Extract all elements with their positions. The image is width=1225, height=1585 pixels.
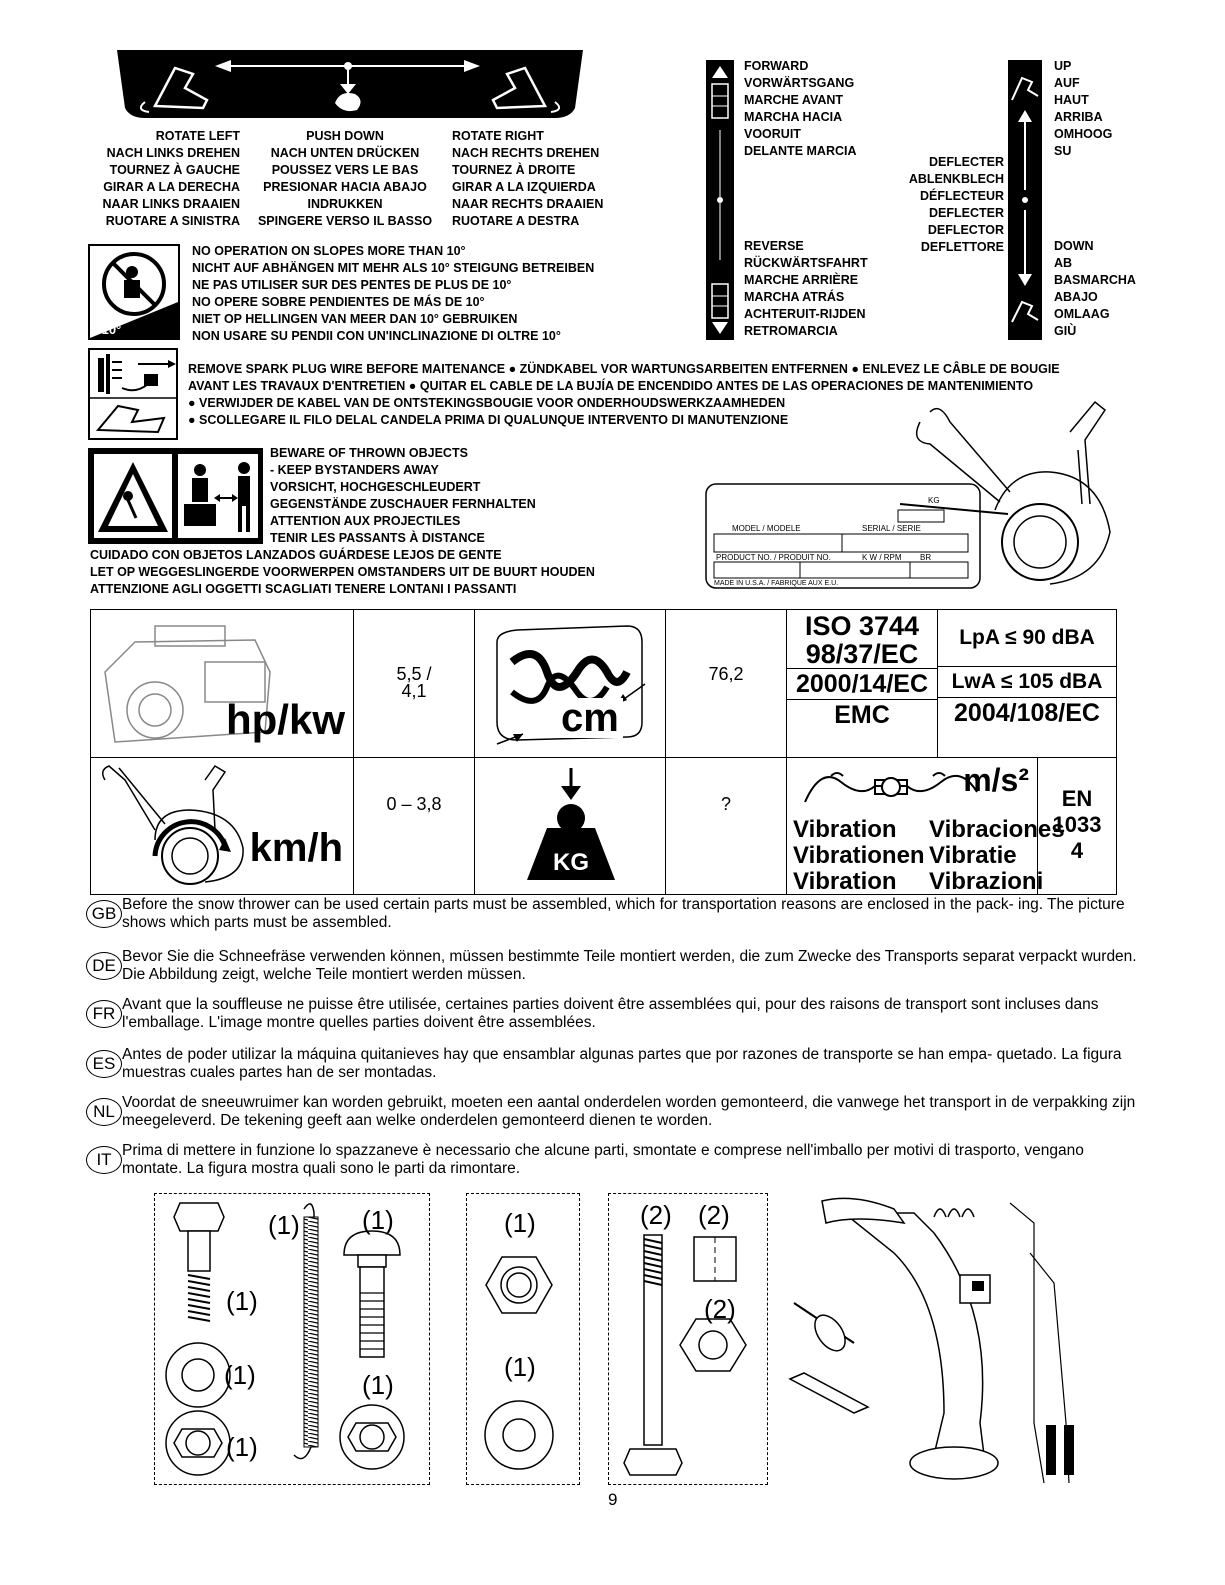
en-label: EN — [1061, 786, 1093, 811]
deflector-direction-bar — [1008, 60, 1042, 340]
plate-br: BR — [920, 553, 932, 562]
qty-washer-2: (1) — [504, 1352, 536, 1382]
qty-carriage-bolt: (1) — [362, 1205, 394, 1235]
lang-nl-icon: NL — [86, 1098, 122, 1126]
plate-made: MADE IN U.S.A. / FABRIQUE AUX E.U. — [714, 580, 839, 587]
thrown-objects-text-full: CUIDADO CON OBJETOS LANZADOS GUÁRDESE LEJOS DE GENTE LET OP WEGGESLINGERDE VOORWERPEN OMSTANDERS UIT DE BUURT HOUDEN ATTENZIONE AGLI OGGETTI SCAGLIATI TENERE LONTANI I PASSANTI — [90, 548, 595, 596]
vibration-word-2: Vibraciones — [929, 816, 1065, 843]
qty-lock-nut: (1) — [504, 1208, 536, 1238]
deflector-up-labels: UP AUF HAUT ARRIBA OMHOOG SU — [1054, 59, 1113, 158]
spark-plug-icon — [88, 348, 178, 440]
plate-kwrpm: K W / RPM — [862, 553, 902, 562]
push-down-labels: PUSH DOWN NACH UNTEN DRÜCKEN POUSSEZ VERS LE BAS PRESIONAR HACIA ABAJO INDRUKKEN SPINGERE VERSO IL BASSO — [257, 129, 433, 228]
power-value-2: 4,1 — [401, 681, 427, 701]
spec-table — [90, 609, 1117, 895]
slope-warning-icon — [88, 244, 180, 340]
iso-cell — [787, 610, 938, 758]
paragraph-fr: Avant que la souffleuse ne puisse être utilisée, certaines parties doivent être assemblées qui, pour des raisons de transport sont incluses dans l'emballage. L'image montre quelles parties doivent être assemblées. — [122, 996, 1099, 1031]
qty-washer: (1) — [224, 1360, 256, 1390]
speed-value-cell — [354, 758, 475, 895]
forward-labels: FORWARD VORWÄRTSGANG MARCHE AVANT MARCHA HACIA VOORUIT DELANTE MARCIA — [744, 59, 857, 158]
thrown-objects-text: BEWARE OF THROWN OBJECTS - KEEP BYSTANDERS AWAY VORSICHT, HOCHGESCHLEUDERT GEGENSTÄNDE ZUSCHAUER FERNHALTEN ATTENTION AUX PROJECTILES TENIR LES PASSANTS À DISTANCE — [270, 446, 536, 545]
vibration-word-1: Vibration — [793, 816, 897, 843]
noise-cell — [938, 610, 1117, 758]
speed-value: 0 – 3,8 — [386, 794, 442, 814]
paragraph-gb: Before the snow thrower can be used certain parts must be assembled, which for transportation reasons are enclosed in the pack- ing. The picture shows which parts must be assembled. — [122, 896, 1125, 931]
vibration-icon — [801, 762, 981, 812]
speed-unit: km/h — [249, 826, 343, 870]
width-cell — [475, 610, 666, 758]
snow-thrower-icon — [95, 760, 275, 890]
plate-model: MODEL / MODELE — [732, 524, 801, 533]
slope-warning-text: NO OPERATION ON SLOPES MORE THAN 10° NICHT AUF ABHÄNGEN MIT MEHR ALS 10° STEIGUNG BETREIBEN NE PAS UTILISER SUR DES PENTES DE PLUS DE 10° NO OPERE SOBRE PENDIENTES DE MÁS DE 10° NIET OP HELLINGEN VAN MEER DAN 10° GEBRUIKEN NON USARE SU PENDII CON UN'INCLINAZIONE DI OLTRE 10° — [192, 244, 595, 343]
directive-2004-108: 2004/108/EC — [954, 699, 1100, 727]
weight-icon — [511, 766, 631, 886]
vibration-word-3: Vibrationen — [793, 842, 925, 869]
paragraph-it: Prima di mettere in funzione lo spazzaneve è necessario che alcune parti, smontate e comprese nell'imballo per motivi di trasporto, vengano montate. La figura mostra quali sono le parti da rimontare. — [122, 1142, 1084, 1177]
en-number: 1033 — [1052, 812, 1102, 837]
vibration-word-5: Vibration — [793, 868, 897, 895]
lwa-value: LwA ≤ 105 dBA — [951, 670, 1103, 693]
plate-product: PRODUCT NO. / PRODUIT NO. — [716, 553, 831, 562]
slope-badge: >10° — [94, 322, 122, 337]
plate-kg: KG — [928, 496, 940, 505]
qty-nut-2: (2) — [704, 1294, 736, 1324]
vibration-word-6: Vibrazioni — [929, 868, 1044, 895]
snow-thrower-drawing — [900, 392, 1125, 604]
paragraph-nl: Voordat de sneeuwruimer kan worden gebruikt, moeten een aantal onderdelen worden gemonteerd, die vanwege het transport in de verpakking zijn meegeleverd. De tekening geeft aan welke onderdelen gemonteerd dienen te worden. — [122, 1094, 1136, 1129]
rotate-right-labels: ROTATE RIGHT NACH RECHTS DREHEN TOURNEZ À DROITE GIRAR A LA IZQUIERDA NAAR RECHTS DRAAIEN RUOTARE A DESTRA — [452, 129, 604, 228]
power-value-1: 5,5 / — [396, 664, 432, 684]
weight-value: ? — [720, 794, 731, 814]
lang-fr-icon: FR — [86, 1000, 122, 1028]
directive-98-37: 98/37/EC — [805, 639, 919, 669]
deflector-labels: DEFLECTER ABLENKBLECH DÉFLECTEUR DEFLECTER DEFLECTOR DEFLETTORE — [908, 155, 1004, 254]
qty-nut: (1) — [226, 1432, 258, 1462]
width-unit: cm — [557, 698, 623, 738]
iso-3744: ISO 3744 — [804, 611, 920, 641]
qty-spacer: (2) — [698, 1200, 730, 1230]
qty-flange-nut: (1) — [362, 1370, 394, 1400]
chute-control-decal — [115, 48, 585, 120]
vibration-cell — [787, 758, 1117, 895]
power-cell — [91, 610, 354, 758]
en-value: 4 — [1070, 838, 1084, 863]
speed-cell — [91, 758, 354, 895]
lang-it-icon: IT — [86, 1146, 122, 1174]
deflector-down-labels: DOWN AB BASMARCHA ABAJO OMLAAG GIÙ — [1054, 239, 1136, 338]
directive-2000-14: 2000/14/EC — [795, 670, 929, 698]
plate-serial: SERIAL / SERIE — [862, 524, 921, 533]
qty-bolt-2: (1) — [226, 1286, 258, 1316]
page-number: 9 — [608, 1490, 618, 1509]
lpa-value: LpA ≤ 90 dBA — [959, 626, 1095, 649]
width-value-cell — [666, 610, 787, 758]
weight-cell — [475, 758, 666, 895]
width-value: 76,2 — [708, 664, 744, 684]
reverse-labels: REVERSE RÜCKWÄRTSFAHRT MARCHE ARRIÈRE MARCHA ATRÁS ACHTERUIT-RIJDEN RETROMARCIA — [744, 239, 868, 338]
lang-es-icon: ES — [86, 1050, 122, 1078]
power-value-cell — [354, 610, 475, 758]
lang-gb-icon: GB — [86, 900, 122, 928]
weight-badge: KG — [553, 849, 589, 876]
paragraph-de: Bevor Sie die Schneefräse verwenden können, müssen bestimmte Teile montiert werden, die zum Zwecke des Transports separat verpackt wurden. Die Abbildung zeigt, welche Teile montiert werden müssen. — [122, 948, 1137, 983]
drive-direction-bar — [706, 60, 734, 340]
qty-long-bolt: (2) — [640, 1200, 672, 1230]
spark-plug-text: REMOVE SPARK PLUG WIRE BEFORE MAITENANCE ● ZÜNDKABEL VOR WARTUNGSARBEITEN ENTFERNEN ● ENLEVEZ LE CÂBLE DE BOUGIE AVANT LES TRAVAUX D'ENTRETIEN ● QUITAR EL CABLE DE LA BUJÍA DE ENCENDIDO ANTES DE LAS OPERACIONES DE MANTENIMIENTO ● VERWIJDER DE KABEL VAN DE ONTSTEKINGSBOUGIE VOOR ONDERHOUDSWERKZAAMHEDEN ● SCOLLEGARE IL FILO DELAL CANDELA PRIMA DI QUALUNQUE INTERVENTO DI MANUTENZIONE — [188, 362, 1060, 427]
power-unit: hp/kw — [225, 696, 345, 743]
thrown-objects-icon — [88, 448, 263, 544]
parts-drawing — [154, 1193, 1134, 1493]
emc-label: EMC — [834, 701, 890, 729]
vibration-word-4: Vibratie — [929, 842, 1017, 869]
vibration-unit: m/s² — [963, 762, 1029, 798]
weight-value-cell — [666, 758, 787, 895]
qty-bolt: (1) — [268, 1210, 300, 1240]
paragraph-es: Antes de poder utilizar la máquina quitanieves hay que ensamblar algunas partes que por razones de transporte se han empa- quetado. La figura muestras cuales partes han de ser montadas. — [122, 1046, 1122, 1081]
rotate-left-labels: ROTATE LEFT NACH LINKS DREHEN TOURNEZ À GAUCHE GIRAR A LA DERECHA NAAR LINKS DRAAIEN RUOTARE A SINISTRA — [102, 129, 240, 228]
lang-de-icon: DE — [86, 952, 122, 980]
